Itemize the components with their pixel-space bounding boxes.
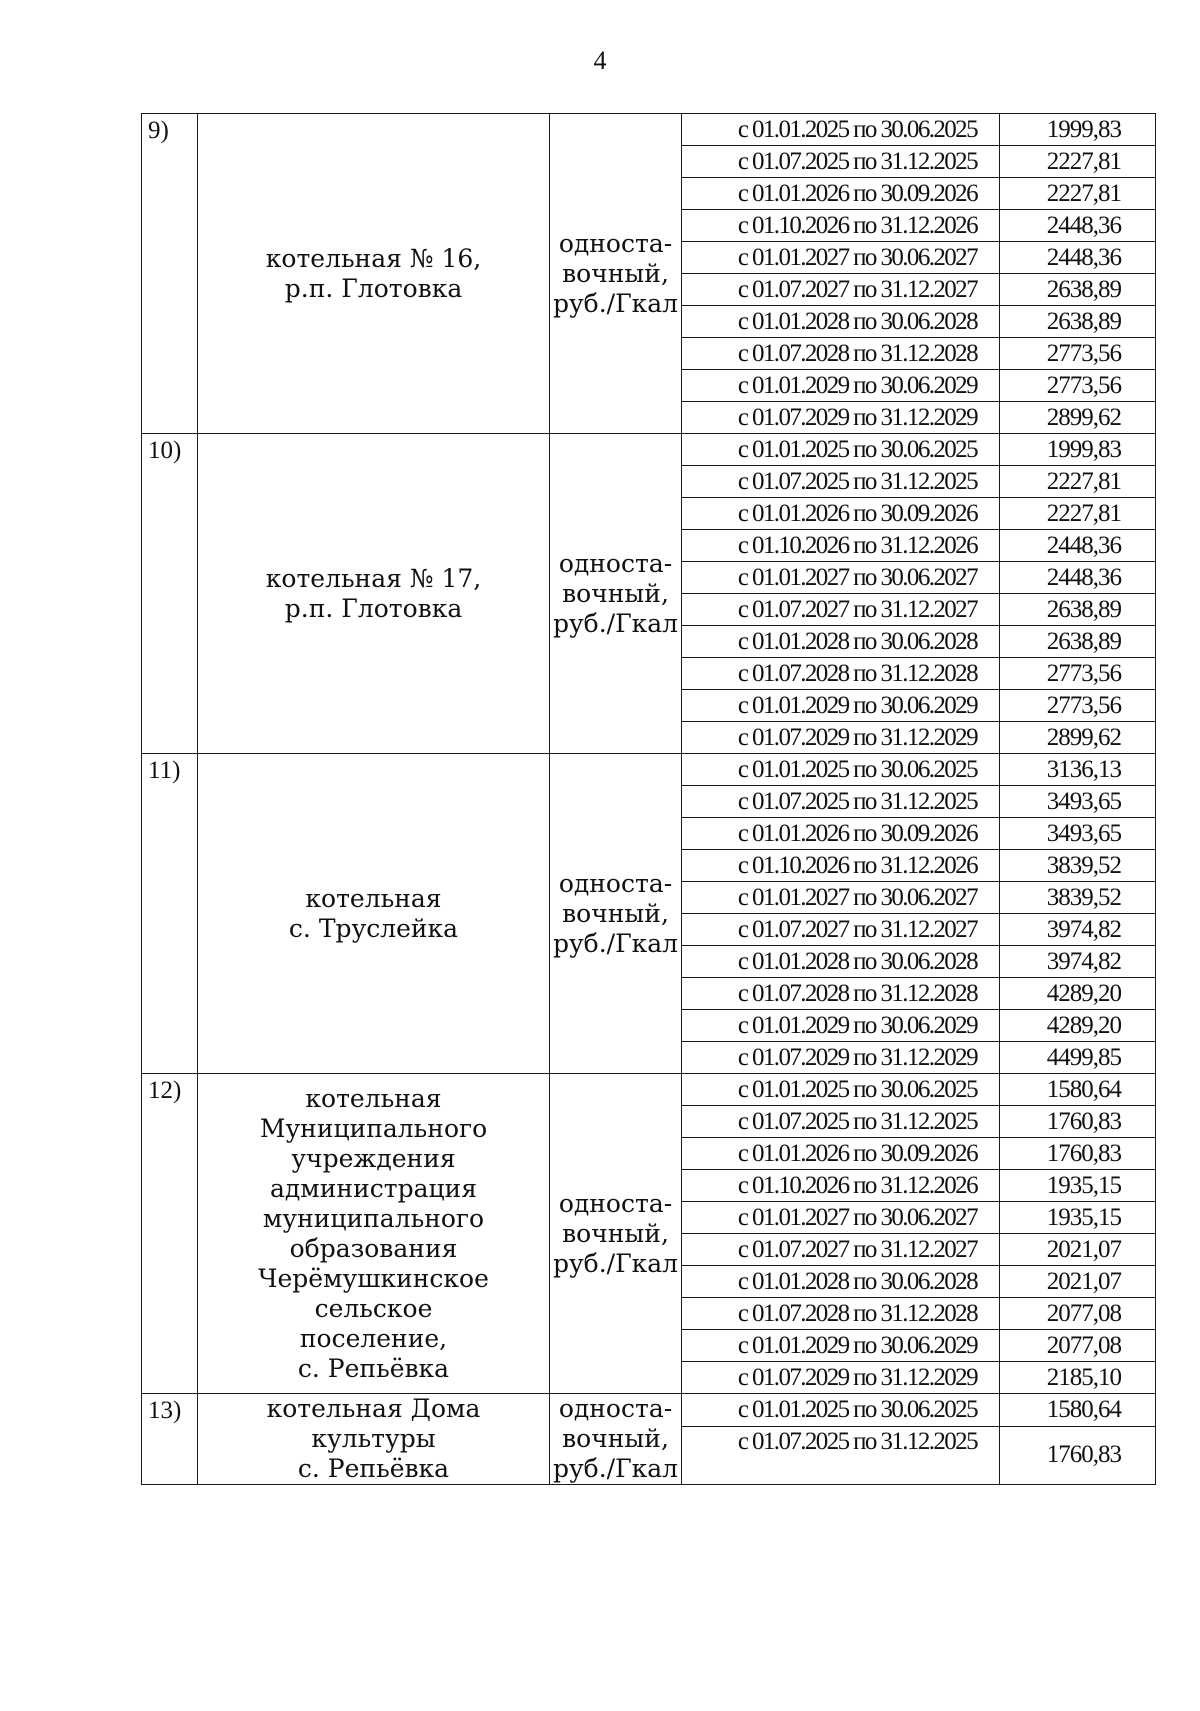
- tariff-value-cell: 1760,83: [1000, 1138, 1156, 1170]
- period-cell: с 01.07.2029 по 31.12.2029: [682, 722, 1000, 754]
- tariff-table: [141, 113, 1156, 1485]
- period-cell: с 01.10.2026 по 31.12.2026: [682, 210, 1000, 242]
- tariff-unit: односта- вочный, руб./Гкал: [552, 868, 679, 958]
- tariff-value-cell: 1580,64: [1000, 1074, 1156, 1106]
- tariff-value-cell: 2021,07: [1000, 1234, 1156, 1266]
- period-cell: с 01.07.2027 по 31.12.2027: [682, 1234, 1000, 1266]
- period-cell: с 01.07.2027 по 31.12.2027: [682, 914, 1000, 946]
- period-cell: с 01.07.2028 по 31.12.2028: [682, 978, 1000, 1010]
- tariff-value-cell: 1935,15: [1000, 1170, 1156, 1202]
- tariff-value-cell: 2448,36: [1000, 530, 1156, 562]
- period-cell: с 01.07.2029 по 31.12.2029: [682, 402, 1000, 434]
- tariff-value-cell: 2448,36: [1000, 562, 1156, 594]
- period-cell: с 01.07.2028 по 31.12.2028: [682, 658, 1000, 690]
- tariff-unit-cell: [550, 434, 682, 754]
- tariff-value-cell: 2638,89: [1000, 306, 1156, 338]
- page-number: 4: [593, 46, 607, 75]
- tariff-value-cell: 2638,89: [1000, 274, 1156, 306]
- tariff-value-cell: 2773,56: [1000, 658, 1156, 690]
- period-cell: с 01.07.2025 по 31.12.2025: [682, 786, 1000, 818]
- tariff-value-cell: 3974,82: [1000, 914, 1156, 946]
- tariff-value-cell: 2227,81: [1000, 146, 1156, 178]
- period-cell: с 01.10.2026 по 31.12.2026: [682, 1170, 1000, 1202]
- tariff-value-cell: 3839,52: [1000, 850, 1156, 882]
- tariff-table-body: [142, 114, 1156, 1485]
- tariff-unit: односта- вочный, руб./Гкал: [552, 228, 679, 318]
- tariff-value-cell: 2773,56: [1000, 370, 1156, 402]
- tariff-value-cell: 2227,81: [1000, 178, 1156, 210]
- tariff-value-cell: 4289,20: [1000, 1010, 1156, 1042]
- period-cell: с 01.01.2027 по 30.06.2027: [682, 242, 1000, 274]
- period-cell: с 01.07.2029 по 31.12.2029: [682, 1042, 1000, 1074]
- tariff-value-cell: 1935,15: [1000, 1202, 1156, 1234]
- tariff-value-cell: 1580,64: [1000, 1394, 1156, 1427]
- boiler-name: котельная Дома культуры с. Репьёвка: [266, 1394, 481, 1483]
- table-row: [142, 434, 1156, 466]
- period-cell: с 01.01.2028 по 30.06.2028: [682, 306, 1000, 338]
- tariff-value-cell: 2077,08: [1000, 1298, 1156, 1330]
- period-cell: с 01.10.2026 по 31.12.2026: [682, 850, 1000, 882]
- boiler-name-cell: [198, 1394, 550, 1485]
- row-number: 9): [142, 114, 198, 434]
- row-number: 13): [142, 1394, 198, 1485]
- tariff-unit: односта- вочный, руб./Гкал: [552, 1188, 679, 1278]
- boiler-name-cell: [198, 434, 550, 754]
- boiler-name: котельная с. Труслейка: [288, 883, 459, 943]
- period-cell: с 01.01.2028 по 30.06.2028: [682, 946, 1000, 978]
- tariff-value-cell: 2773,56: [1000, 338, 1156, 370]
- tariff-value-cell: 3493,65: [1000, 818, 1156, 850]
- tariff-unit-cell: [550, 754, 682, 1074]
- tariff-value-cell: 3493,65: [1000, 786, 1156, 818]
- tariff-value-cell: 2638,89: [1000, 594, 1156, 626]
- period-cell: с 01.07.2025 по 31.12.2025: [682, 1426, 1000, 1484]
- period-cell: с 01.01.2025 по 30.06.2025: [682, 434, 1000, 466]
- tariff-value-cell: 3839,52: [1000, 882, 1156, 914]
- period-cell: с 01.07.2028 по 31.12.2028: [682, 1298, 1000, 1330]
- tariff-value-cell: 4289,20: [1000, 978, 1156, 1010]
- tariff-value-cell: 2227,81: [1000, 466, 1156, 498]
- tariff-value-cell: 1760,83: [1000, 1106, 1156, 1138]
- period-cell: с 01.01.2027 по 30.06.2027: [682, 1202, 1000, 1234]
- period-cell: с 01.01.2027 по 30.06.2027: [682, 882, 1000, 914]
- table-row: [142, 1394, 1156, 1427]
- tariff-value-cell: 4499,85: [1000, 1042, 1156, 1074]
- period-cell: с 01.07.2028 по 31.12.2028: [682, 338, 1000, 370]
- tariff-value-cell: 3974,82: [1000, 946, 1156, 978]
- period-cell: с 01.01.2025 по 30.06.2025: [682, 1394, 1000, 1427]
- tariff-value-cell: 2899,62: [1000, 722, 1156, 754]
- table-row: [142, 754, 1156, 786]
- period-cell: с 01.01.2029 по 30.06.2029: [682, 1330, 1000, 1362]
- period-cell: с 01.01.2028 по 30.06.2028: [682, 1266, 1000, 1298]
- period-cell: с 01.01.2025 по 30.06.2025: [682, 114, 1000, 146]
- period-cell: с 01.01.2025 по 30.06.2025: [682, 754, 1000, 786]
- table-row: [142, 1074, 1156, 1106]
- boiler-name-cell: [198, 754, 550, 1074]
- tariff-value-cell: 1760,83: [1000, 1426, 1156, 1484]
- boiler-name-cell: [198, 114, 550, 434]
- period-cell: с 01.01.2029 по 30.06.2029: [682, 370, 1000, 402]
- period-cell: с 01.01.2026 по 30.09.2026: [682, 178, 1000, 210]
- row-number: 11): [142, 754, 198, 1074]
- row-number: 12): [142, 1074, 198, 1394]
- tariff-value-cell: 3136,13: [1000, 754, 1156, 786]
- period-cell: с 01.01.2029 по 30.06.2029: [682, 690, 1000, 722]
- period-cell: с 01.10.2026 по 31.12.2026: [682, 530, 1000, 562]
- period-cell: с 01.01.2029 по 30.06.2029: [682, 1010, 1000, 1042]
- tariff-unit-cell: [550, 1074, 682, 1394]
- period-cell: с 01.07.2027 по 31.12.2027: [682, 594, 1000, 626]
- period-cell: с 01.01.2026 по 30.09.2026: [682, 498, 1000, 530]
- period-cell: с 01.07.2025 по 31.12.2025: [682, 146, 1000, 178]
- table-row: [142, 114, 1156, 146]
- boiler-name-cell: [198, 1074, 550, 1394]
- tariff-value-cell: 2021,07: [1000, 1266, 1156, 1298]
- tariff-unit-cell: [550, 114, 682, 434]
- period-cell: с 01.01.2025 по 30.06.2025: [682, 1074, 1000, 1106]
- tariff-unit: односта- вочный, руб./Гкал: [552, 548, 679, 638]
- period-cell: с 01.01.2026 по 30.09.2026: [682, 818, 1000, 850]
- period-cell: с 01.01.2028 по 30.06.2028: [682, 626, 1000, 658]
- tariff-value-cell: 2185,10: [1000, 1362, 1156, 1394]
- period-cell: с 01.01.2026 по 30.09.2026: [682, 1138, 1000, 1170]
- tariff-value-cell: 2773,56: [1000, 690, 1156, 722]
- tariff-value-cell: 2899,62: [1000, 402, 1156, 434]
- tariff-value-cell: 2448,36: [1000, 242, 1156, 274]
- period-cell: с 01.01.2027 по 30.06.2027: [682, 562, 1000, 594]
- tariff-value-cell: 2638,89: [1000, 626, 1156, 658]
- row-number: 10): [142, 434, 198, 754]
- boiler-name: котельная Муниципального учреждения администрация муниципального образования Черёмушкинское сельское поселение, с. Репьёвка: [258, 1083, 489, 1383]
- period-cell: с 01.07.2025 по 31.12.2025: [682, 1106, 1000, 1138]
- tariff-value-cell: 1999,83: [1000, 114, 1156, 146]
- period-cell: с 01.07.2027 по 31.12.2027: [682, 274, 1000, 306]
- tariff-value-cell: 2227,81: [1000, 498, 1156, 530]
- tariff-value-cell: 1999,83: [1000, 434, 1156, 466]
- boiler-name: котельная № 16, р.п. Глотовка: [265, 243, 482, 303]
- period-cell: с 01.07.2029 по 31.12.2029: [682, 1362, 1000, 1394]
- tariff-unit-cell: [550, 1394, 682, 1485]
- boiler-name: котельная № 17, р.п. Глотовка: [265, 563, 482, 623]
- tariff-value-cell: 2077,08: [1000, 1330, 1156, 1362]
- tariff-unit: односта- вочный, руб./Гкал: [552, 1394, 679, 1483]
- period-cell: с 01.07.2025 по 31.12.2025: [682, 466, 1000, 498]
- tariff-value-cell: 2448,36: [1000, 210, 1156, 242]
